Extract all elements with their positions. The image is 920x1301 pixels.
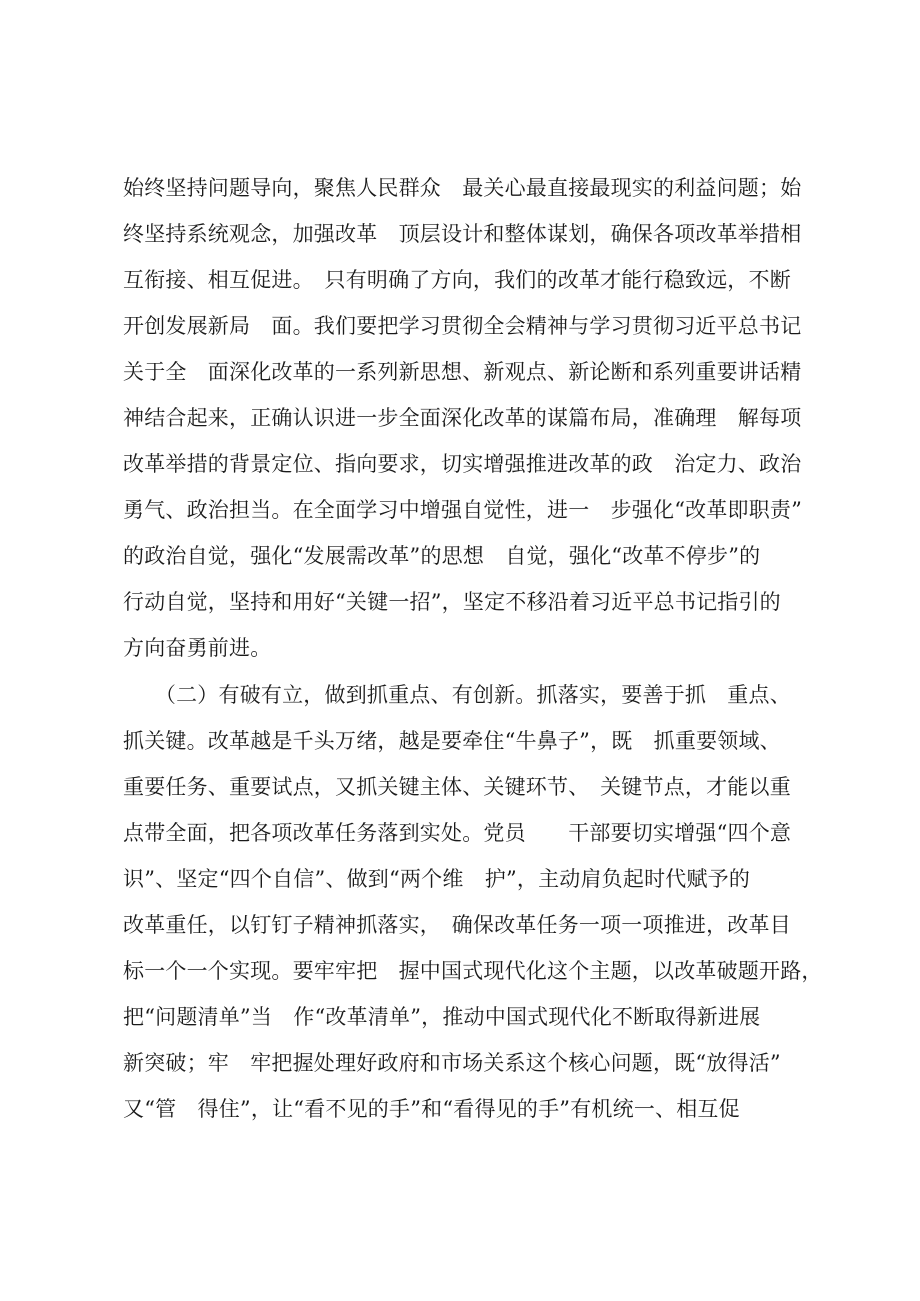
text-line: 方向奋勇前进。 — [123, 636, 272, 660]
text-line: （二）有破有立，做到抓重点、有创新。抓落实，要善于抓 重点、 — [123, 683, 791, 707]
paragraph-2 — [123, 672, 823, 1132]
text-line: 勇气、政治担当。在全面学习中增强自觉性，进一 步强化“改革即职责” — [123, 498, 803, 522]
text-line: 终坚持系统观念，加强改革 顶层设计和整体谋划，确保各项改革举措相 — [123, 222, 802, 246]
text-line: 抓关键。改革越是千头万绪，越是要牵住“牛鼻子”，既 抓重要领域、 — [123, 729, 781, 753]
paragraph-1 — [123, 165, 823, 671]
text-line: 新突破；牢 牢把握处理好政府和市场关系这个核心问题，既“放得活” — [123, 1051, 781, 1075]
text-line: 改革举措的背景定位、指向要求，切实增强推进改革的政 治定力、政治 — [123, 452, 802, 476]
text-line: 神结合起来，正确认识进一步全面深化改革的谋篇布局，准确理 解每项 — [123, 406, 802, 430]
text-line: 行动自觉，坚持和用好“关键一招”，坚定不移沿着习近平总书记指引的 — [123, 590, 781, 614]
text-line: 把“问题清单”当 作“改革清单”，推动中国式现代化不断取得新进展 — [123, 1005, 761, 1029]
text-line: 始终坚持问题导向，聚焦人民群众 最关心最直接最现实的利益问题；始 — [123, 176, 802, 200]
text-line: 点带全面，把各项改革任务落到实处。党员 干部要切实增强“四个意 — [123, 821, 792, 845]
text-line: 改革重任，以钉钉子精神抓落实， 确保改革任务一项一项推进，改革目 — [123, 913, 791, 937]
text-line: 互衔接、相互促进。 只有明确了方向，我们的改革才能行稳致远，不断 — [123, 268, 791, 292]
text-line: 的政治自觉，强化“发展需改革”的思想 自觉，强化“改革不停步”的 — [123, 544, 761, 568]
text-line: 重要任务、重要试点，又抓关键主体、关键环节、 关键节点，才能以重 — [123, 775, 791, 799]
text-line: 标一个一个实现。要牢牢把 握中国式现代化这个主题，以改革破题开路， — [123, 959, 823, 983]
text-line: 识”、坚定“四个自信”、做到“两个维 护”，主动肩负起时代赋予的 — [123, 867, 751, 891]
text-line: 又“管 得住”，让“看不见的手”和“看得见的手”有机统一、相互促 — [123, 1097, 740, 1121]
text-line: 开创发展新局 面。我们要把学习贯彻全会精神与学习贯彻习近平总书记 — [123, 314, 802, 338]
text-line: 关于全 面深化改革的一系列新思想、新观点、新论断和系列重要讲话精 — [123, 360, 802, 384]
